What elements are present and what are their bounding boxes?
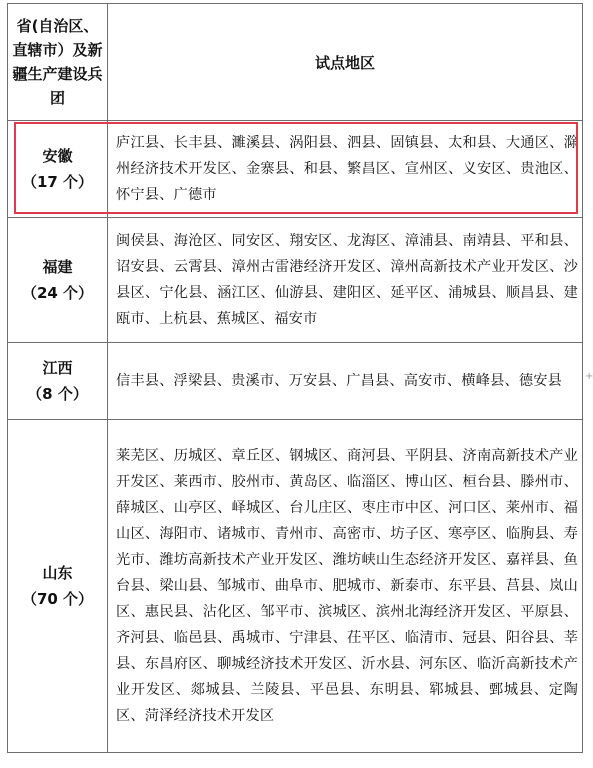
province-name: 江西 [42, 359, 73, 377]
table-row [8, 343, 583, 420]
table-row [8, 121, 583, 218]
areas-cell-shandong: 莱芜区、历城区、章丘区、钢城区、商河县、平阴县、济南高新技术产业开发区、莱西市、胶州市、黄岛区、临淄区、博山区、桓台县、滕州市、薛城区、山亭区、峄城区、台儿庄区、枣庄市中区、河口区、莱州市、福山区、海阳市、诸城市、青州市、高密市、坊子区、寒亭区、临朐县、寿光市、潍坊高新技术产业开发区、潍坊峡山生态经济开发区、嘉祥县、鱼台县、梁山县、邹城市、曲阜市、肥城市、新泰市、东平县、莒县、岚山区、惠民县、沾化区、邹平市、滨城区、滨州北海经济开发区、平原县、齐河县、临邑县、禹城市、宁津县、茌平区、临清市、冠县、阳谷县、莘县、东昌府区、聊城经济技术开发区、沂水县、河东区、临沂高新技术产业开发区、郯城县、兰陵县、平邑县、东明县、郓城县、鄄城县、定陶区、菏泽经济技术开发区 [108, 420, 583, 753]
province-count: （70 个） [21, 590, 94, 608]
province-name: 安徽 [42, 147, 73, 165]
pilot-areas-table [7, 3, 583, 753]
province-name: 福建 [42, 258, 73, 276]
areas-cell-jiangxi: 信丰县、浮梁县、贵溪市、万安县、广昌县、高安市、横峰县、德安县 [108, 343, 583, 420]
areas-cell-fujian: 闽侯县、海沧区、同安区、翔安区、龙海区、漳浦县、南靖县、平和县、诏安县、云霄县、漳州古雷港经济开发区、漳州高新技术产业开发区、沙县区、宁化县、涵江区、仙游县、建阳区、延平区、浦城县、顺昌县、建瓯市、上杭县、蕉城区、福安市 [108, 218, 583, 343]
header-areas-cell: 试点地区 [108, 4, 583, 121]
areas-cell-anhui: 庐江县、长丰县、濉溪县、涡阳县、泗县、固镇县、太和县、大通区、滁州经济技术开发区、金寨县、和县、繁昌区、宣州区、义安区、贵池区、怀宁县、广德市 [108, 121, 583, 218]
province-cell-shandong [8, 420, 108, 753]
province-cell-anhui [8, 121, 108, 218]
province-count: （24 个） [21, 284, 94, 302]
table-header-row [8, 4, 583, 121]
province-cell-jiangxi [8, 343, 108, 420]
province-name: 山东 [42, 564, 73, 582]
header-province-cell: 省(自治区、直辖市）及新疆生产建设兵团 [8, 4, 108, 121]
province-cell-fujian [8, 218, 108, 343]
table-row [8, 420, 583, 753]
province-count: （17 个） [21, 173, 94, 191]
cursor-edge-mark: + [585, 371, 593, 382]
province-count: （8 个） [27, 385, 88, 403]
table-row [8, 218, 583, 343]
